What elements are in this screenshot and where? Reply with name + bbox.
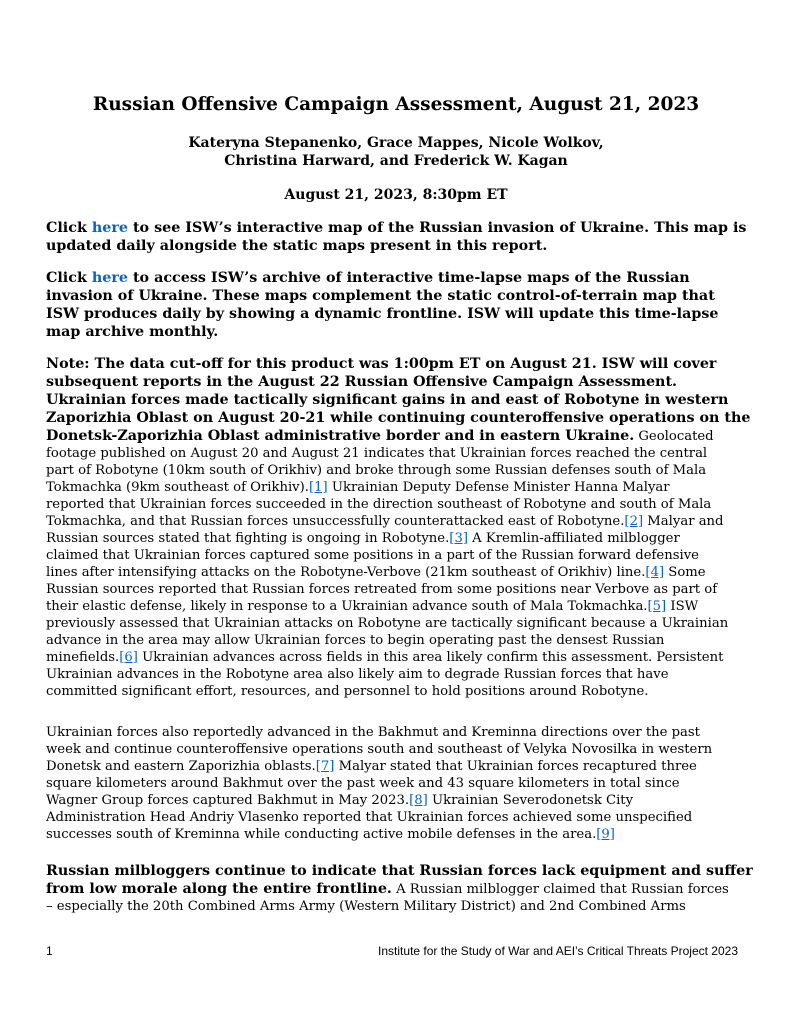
footnote-link[interactable]: [7]: [315, 759, 335, 774]
milblogger-paragraph: [46, 862, 753, 915]
text-run: Click: [46, 220, 92, 236]
text-line: Ukrainian advances in the Robotyne area also likely aim to degrade Russian forces that have: [46, 667, 669, 682]
text-line: Ukrainian forces made tactically significant gains in and east of Robotyne in western: [46, 392, 729, 408]
text-line: square kilometers around Bakhmut over the past week and 43 square kilometers in total since: [46, 776, 680, 791]
text-line: Russian sources reported that Russian forces retreated from some positions near Verbove as part of: [46, 582, 718, 597]
text-run: ISW: [666, 599, 699, 614]
text-run: Wagner Group forces captured Bakhmut in May 2023.: [46, 793, 410, 808]
authors-line: Kateryna Stepanenko, Grace Mappes, Nicole Wolkov,: [188, 135, 604, 151]
text-line: Administration Head Andriy Vlasenko reported that Ukrainian forces achieved some unspecified: [46, 810, 693, 825]
text-run: Donetsk-Zaporizhia Oblast administrative border and in eastern Ukraine.: [46, 428, 635, 444]
text-line: reported that Ukrainian forces succeeded in the direction southeast of Robotyne and south of Mala: [46, 497, 712, 512]
text-run: to see ISW’s interactive map of the Russian invasion of Ukraine. This map is: [127, 220, 747, 236]
interactive-map-paragraph: [46, 219, 746, 255]
text-line: advance in the area may allow Ukrainian forces to begin operating past the densest Russian: [46, 633, 665, 648]
text-line: subsequent reports in the August 22 Russian Offensive Campaign Assessment.: [46, 374, 678, 390]
text-line: map archive monthly.: [46, 324, 219, 340]
text-run: Some: [664, 565, 706, 580]
footnote-link[interactable]: [6]: [119, 650, 138, 665]
text-line: Note: The data cut-off for this product was 1:00pm ET on August 21. ISW will cover: [46, 356, 717, 372]
text-line: committed significant effort, resources, and personnel to hold positions around Robotyne.: [46, 684, 649, 699]
text-run: their elastic defense, likely in response to a Ukrainian advance south of Mala Tokmachka.: [46, 599, 648, 614]
text-run: Russian sources stated that fighting is ongoing in Robotyne.: [46, 531, 450, 546]
footnote-link[interactable]: [3]: [449, 531, 468, 546]
footnote-link[interactable]: [8]: [409, 793, 428, 808]
text-line: invasion of Ukraine. These maps complement the static control-of-terrain map that: [46, 288, 715, 304]
text-run: successes south of Kreminna while conducting active mobile defenses in the area.: [46, 827, 597, 842]
text-line: footage published on August 20 and August 21 indicates that Ukrainian forces reached the central: [46, 446, 708, 461]
footnote-link[interactable]: [1]: [308, 480, 328, 495]
text-run: A Russian milblogger claimed that Russian forces: [391, 882, 729, 897]
text-line: Zaporizhia Oblast on August 20-21 while continuing counteroffensive operations on the: [46, 410, 751, 426]
text-run: Tokmachka (9km southeast of Orikhiv).: [46, 480, 309, 495]
text-run: Malyar stated that Ukrainian forces recaptured three: [334, 759, 697, 774]
text-run: Malyar and: [643, 514, 724, 529]
footnote-link[interactable]: [5]: [647, 599, 667, 614]
text-run: minefields.: [46, 650, 120, 665]
bakhmut-paragraph: [46, 724, 746, 843]
time-lapse-archive-link[interactable]: here: [91, 270, 128, 286]
text-run: lines after intensifying attacks on the Robotyne-Verbove (21km southeast of Orikhiv) line.: [46, 565, 646, 580]
text-line: part of Robotyne (10km south of Orikhiv) and broke through some Russian defenses south of Mala: [46, 463, 707, 478]
text-run: to access ISW’s archive of interactive time-lapse maps of the Russian: [127, 270, 690, 286]
footnote-link[interactable]: [2]: [624, 514, 644, 529]
text-run: A Kremlin-affiliated milblogger: [467, 531, 680, 546]
time-lapse-paragraph: [46, 269, 746, 341]
text-line: – especially the 20th Combined Arms Army (Western Military District) and 2nd Combined Arms: [46, 899, 686, 914]
text-line: Russian milbloggers continue to indicate that Russian forces lack equipment and suffer: [46, 863, 753, 879]
report-title: Russian Offensive Campaign Assessment, August 21, 2023: [92, 94, 700, 115]
text-line: ISW produces daily by showing a dynamic frontline. ISW will update this time-lapse: [46, 306, 719, 322]
page-number: 1: [46, 944, 53, 958]
text-run: Geolocated: [634, 429, 714, 444]
interactive-map-link[interactable]: here: [91, 220, 128, 236]
footer-source: Institute for the Study of War and AEI’s Critical Threats Project 2023: [378, 944, 738, 958]
text-line: previously assessed that Ukrainian attacks on Robotyne are tactically significant because a Ukrainian: [46, 616, 729, 631]
footnote-link[interactable]: [9]: [596, 827, 615, 842]
authors: [46, 134, 746, 170]
text-line: updated daily alongside the static maps present in this report.: [46, 238, 548, 254]
text-run: Click: [46, 270, 92, 286]
authors-line: Christina Harward, and Frederick W. Kagan: [224, 153, 568, 169]
text-line: claimed that Ukrainian forces captured some positions in a part of the Russian forward defensive: [46, 548, 699, 563]
robotyne-paragraph: [46, 355, 751, 700]
text-line: Ukrainian forces also reportedly advanced in the Bakhmut and Kreminna directions over the past: [46, 725, 700, 740]
text-run: Ukrainian Deputy Defense Minister Hanna Malyar: [327, 480, 670, 495]
footnote-link[interactable]: [4]: [645, 565, 665, 580]
text-line: week and continue counteroffensive operations south and southeast of Velyka Novosilka in western: [46, 742, 713, 757]
text-run: from low morale along the entire frontline.: [46, 881, 392, 897]
report-dateline: August 21, 2023, 8:30pm ET: [284, 187, 508, 203]
text-run: Ukrainian Severodonetsk City: [427, 793, 634, 808]
text-run: Ukrainian advances across fields in this area likely confirm this assessment. Persistent: [137, 650, 724, 665]
text-run: Tokmachka, and that Russian forces unsuccessfully counterattacked east of Robotyne.: [46, 514, 625, 529]
text-run: Donetsk and eastern Zaporizhia oblasts.: [46, 759, 316, 774]
